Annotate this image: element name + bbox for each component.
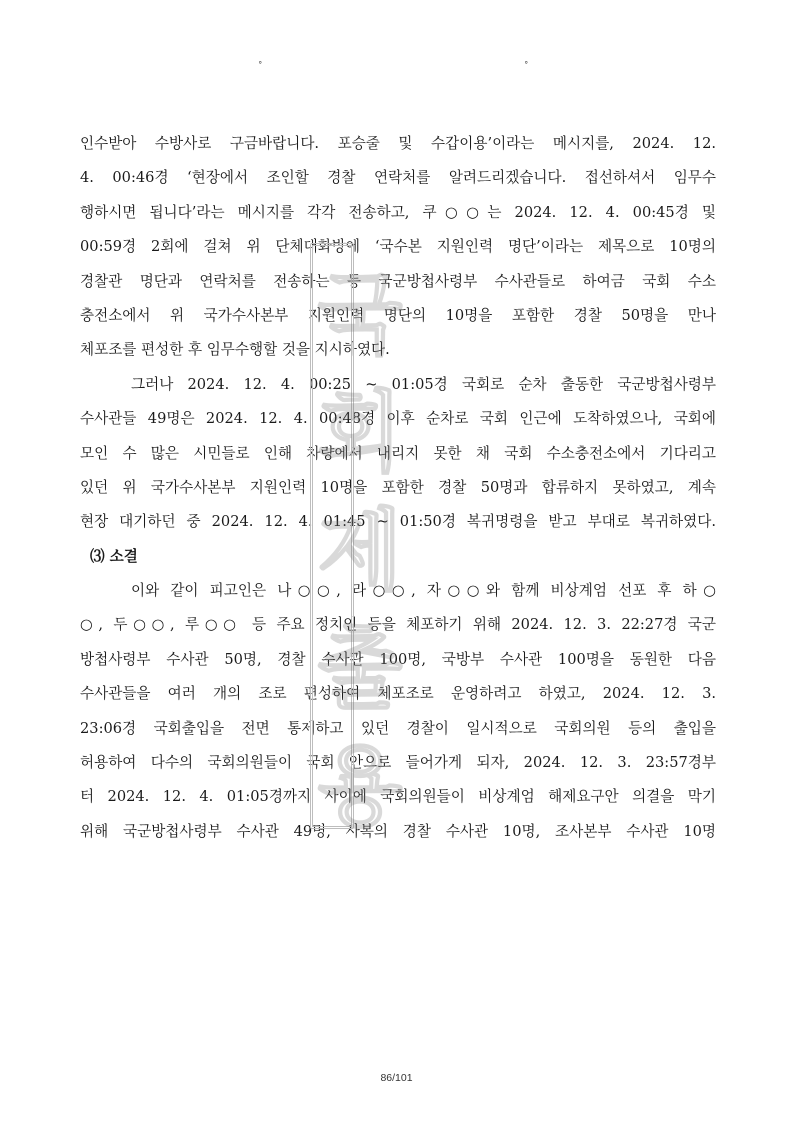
text-line: 그러나 2024. 12. 4. 00:25 ~ 01:05경 국회로 순차 출동한 국군방첩사령부 <box>131 375 716 393</box>
watermark-char: 국 <box>317 263 403 366</box>
header-mark-right: ˚ <box>524 62 529 72</box>
text-line: 허용하여 다수의 국회의원들이 국회 안으로 들어가게 되자, 2024. 12. 3. 23:57경부 <box>80 754 716 772</box>
text-line: 모인 수 많은 시민들로 인해 차량에서 내리지 못한 채 국회 수소충전소에서 기다리고 <box>80 444 716 462</box>
text-line: ○, 두○○, 루○○ 등 주요 정치인 등을 체포하기 위해 2024. 12. 3. 22:27경 국군 <box>80 616 716 634</box>
document-body <box>80 131 716 853</box>
text-line: 수사관들을 여러 개의 조로 편성하여 체포조로 운영하려고 하였고, 2024. 12. 3. <box>80 685 716 703</box>
paragraph-1 <box>80 131 716 372</box>
watermark-char: 회 <box>317 381 403 484</box>
text-line: 충전소에서 위 국가수사본부 지원인력 명단의 10명을 포함한 경찰 50명을 만나 <box>80 306 716 324</box>
paragraph-3 <box>80 578 716 853</box>
watermark-char: 용 <box>317 735 403 838</box>
header-mark-left: ˚ <box>258 62 263 72</box>
text-line: 터 2024. 12. 4. 01:05경까지 사이에 국회의원들이 비상계엄 해제요구안 의결을 막기 <box>80 788 716 806</box>
watermark-char: 출 <box>317 617 403 720</box>
text-line: 체포조를 편성한 후 임무수행할 것을 지시하였다. <box>80 341 390 359</box>
text-line: 현장 대기하던 중 2024. 12. 4. 01:45 ~ 01:50경 복귀명령을 받고 부대로 복귀하였다. <box>80 513 716 531</box>
paragraph-2 <box>80 372 716 544</box>
section-heading: ⑶ 소결 <box>90 547 138 565</box>
watermark-char: 제 <box>317 499 403 602</box>
text-line: 인수받아 수방사로 구금바랍니다. 포승줄 및 수갑이용’이라는 메시지를, 2024. 12. <box>80 135 716 152</box>
text-line: 방첩사령부 수사관 50명, 경찰 수사관 100명, 국방부 수사관 100명을 동원한 다음 <box>80 650 716 668</box>
text-line: 있던 위 국가수사본부 지원인력 10명을 포함한 경찰 50명과 합류하지 못하였고, 계속 <box>80 478 716 496</box>
text-line: 4. 00:46경 ‘현장에서 조인할 경찰 연락처를 알려드리겠습니다. 접선하셔서 임무수 <box>80 169 716 187</box>
text-line: 위해 국군방첩사령부 수사관 49명, 사복의 경찰 수사관 10명, 조사본부 수사관 10명 <box>80 822 716 840</box>
text-line: 23:06경 국회출입을 전면 통제하고 있던 경찰이 일시적으로 국회의원 등의 출입을 <box>80 719 716 737</box>
text-line: 00:59경 2회에 걸쳐 위 단체대화방에 ‘국수본 지원인력 명단’이라는 제목으로 10명의 <box>80 238 716 256</box>
text-line: 수사관들 49명은 2024. 12. 4. 00:48경 이후 순차로 국회 인근에 도착하였으나, 국회에 <box>80 410 716 428</box>
page-number: 86/101 <box>380 1072 413 1084</box>
text-line: 이와 같이 피고인은 나○○, 라○○, 자○○와 함께 비상계엄 선포 후 하○ <box>131 582 716 600</box>
text-line: 행하시면 됩니다’라는 메시지를 각각 전송하고, 쿠○○는 2024. 12. 4. 00:45경 및 <box>80 203 716 221</box>
text-line: 경찰관 명단과 연락처를 전송하는 등 국군방첩사령부 수사관들로 하여금 국회 수소 <box>80 272 716 290</box>
